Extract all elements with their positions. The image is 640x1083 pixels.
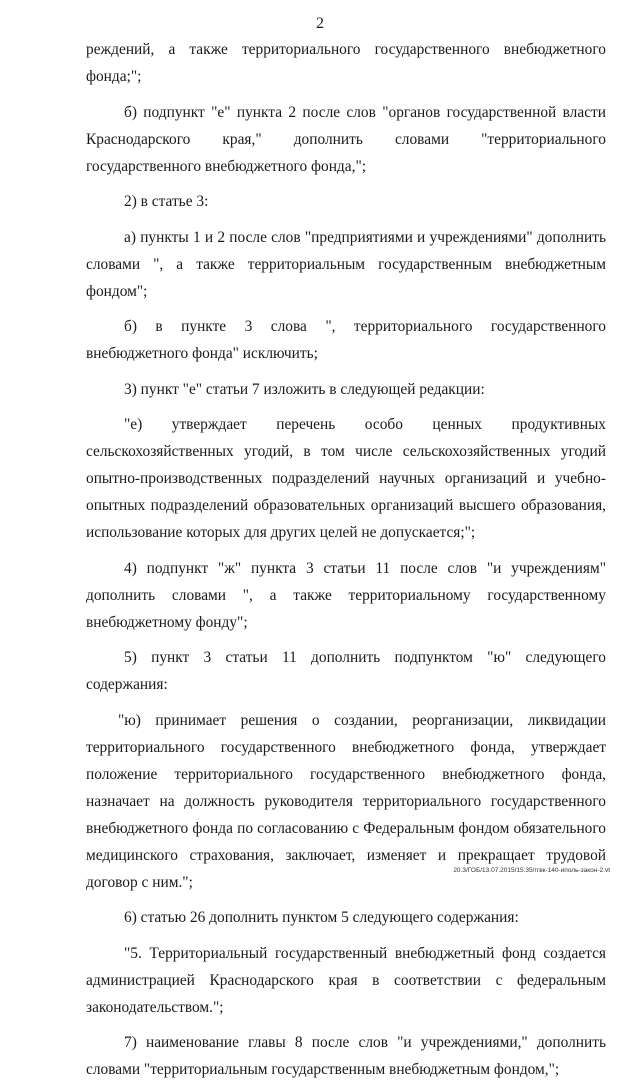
paragraph-quote-e: "е) утверждает перечень особо ценных продуктивных сельскохозяйственных угодий, в том числе сельскохозяйственных угодий опытно-производственных подразделений научных организаций и учебно-опытных подразделений образовательных организаций высшего образования, использование которых для других целей не допускается;"; [86, 416, 606, 541]
paragraph-quote-5: "5. Территориальный государственный внебюджетный фонд создается администрацией Краснодарского края в соответствии с федеральным законодательством."; [86, 944, 606, 1016]
paragraph-item-6: 6) статью 26 дополнить пунктом 5 следующего содержания: [124, 909, 519, 926]
document-footer-code: 20.3/ГОБ/13.07.2015/15:35/ггвк-140-иполь-закон-2.vt [453, 867, 610, 874]
paragraph-subitem-b: б) подпункт "е" пункта 2 после слов "органов государственной власти Краснодарского края," дополнить словами "территориального государственного внебюджетного фонда,"; [86, 103, 606, 175]
paragraph-continuation: реждений, а также территориального государственного внебюджетного фонда;"; [86, 41, 606, 85]
paragraph-subitem-a: а) пункты 1 и 2 после слов "предприятиями и учреждениями" дополнить словами ", а также территориальным государственным внебюджетным фондом"; [86, 228, 606, 300]
paragraph-item-4: 4) подпункт "ж" пункта 3 статьи 11 после слов "и учреждениям" дополнить словами ", а также территориальному государственному внебюджетному фонду"; [86, 559, 606, 631]
document-body [86, 36, 606, 1083]
paragraph-quote-yu: "ю) принимает решения о создании, реорганизации, ликвидации территориального государственного внебюджетного фонда, утверждает положение территориального государственного внебюджетного фонда, назначает на должность руководителя территориального государственного внебюджетного фонда по согласованию с Федеральным фондом обязательного медицинского страхования, заключает, изменяет и прекращает трудовой договор с ним."; [86, 711, 606, 891]
paragraph-item-7: 7) наименование главы 8 после слов "и учреждениями," дополнить словами "территориальным государственным внебюджетным фондом,"; [86, 1034, 606, 1078]
paragraph-item-3: 3) пункт "е" статьи 7 изложить в следующей редакции: [124, 380, 485, 398]
paragraph-item-5: 5) пункт 3 статьи 11 дополнить подпунктом "ю" следующего содержания: [86, 649, 606, 693]
paragraph-subitem-b-2: б) в пункте 3 слова ", территориального государственного внебюджетного фонда" исключить; [86, 318, 606, 362]
paragraph-item-2: 2) в статье 3: [124, 193, 209, 210]
page-number: 2 [316, 15, 324, 32]
